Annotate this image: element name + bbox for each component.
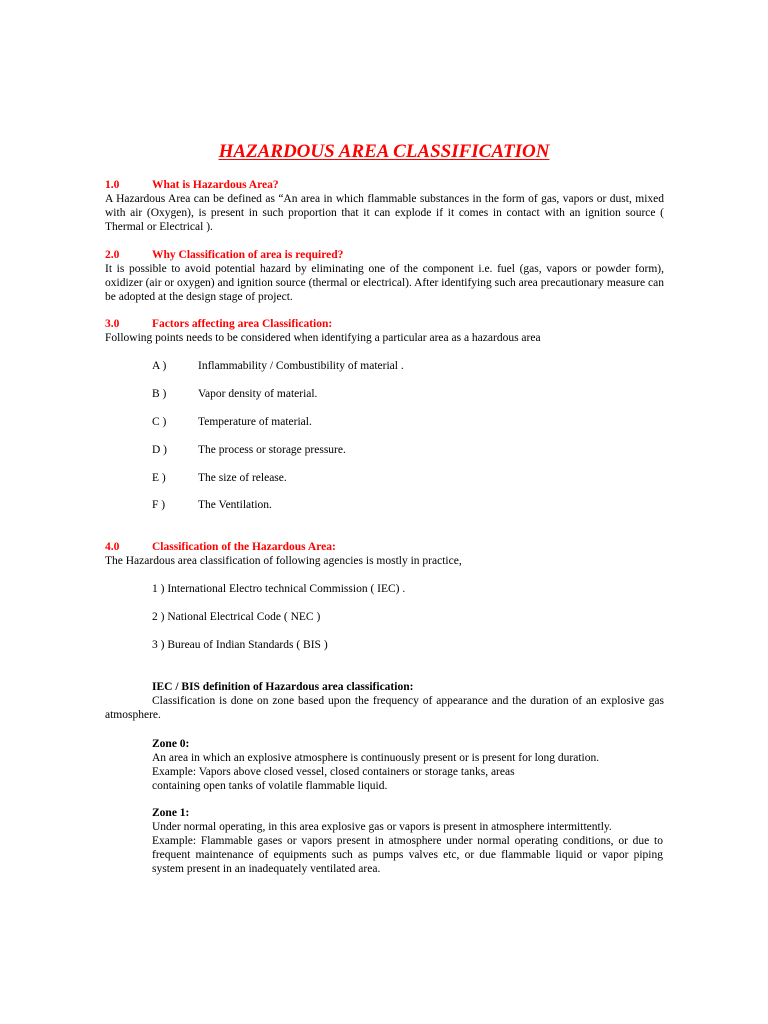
list-item-letter: A ) <box>152 360 167 372</box>
list-item-text: The Ventilation. <box>198 499 272 511</box>
section-title: Why Classification of area is required? <box>152 249 344 261</box>
list-item-letter: D ) <box>152 444 168 456</box>
section-2 <box>105 248 664 304</box>
section-4 <box>105 540 664 568</box>
agency-item: 1 ) International Electro technical Commission ( IEC) . <box>152 583 406 595</box>
zone-text-line: containing open tanks of volatile flammable liquid. <box>152 780 388 792</box>
agency-item: 2 ) National Electrical Code ( NEC ) <box>152 611 321 623</box>
subsection-paragraph: Classification is done on zone based upon the frequency of appearance and the duration of an explosive gas atmosphere. <box>105 695 664 721</box>
agency-item: 3 ) Bureau of Indian Standards ( BIS ) <box>152 639 328 651</box>
section-number: 3.0 <box>105 318 120 330</box>
list-item <box>152 471 287 485</box>
list-item <box>152 359 404 373</box>
zone-title: Zone 1: <box>152 807 190 819</box>
section-title: Classification of the Hazardous Area: <box>152 541 336 553</box>
list-item-letter: F ) <box>152 499 166 511</box>
section-number: 1.0 <box>105 179 120 191</box>
list-item <box>152 443 346 457</box>
zone-text-line: An area in which an explosive atmosphere is continuously present or is present for long duration. <box>152 752 600 764</box>
list-item <box>152 387 317 401</box>
zone-1-block <box>152 806 663 876</box>
section-paragraph: It is possible to avoid potential hazard by eliminating one of the component i.e. fuel (gas, vapors or powder form), oxidizer (air or oxygen) and ignition source (thermal or electrical). After identifying such area precautionary measure can be adopted at the design stage of project. <box>105 263 664 303</box>
section-heading <box>105 317 664 331</box>
section-heading <box>105 178 664 192</box>
list-item <box>152 498 272 512</box>
zone-paragraph: Example: Flammable gases or vapors present in atmosphere under normal operating conditions, or due to frequent maintenance of equipments such as pumps valves etc, or due flammable liquid or vapor piping system present in an inadequately ventilated area. <box>152 835 663 875</box>
list-item-text: Inflammability / Combustibility of material . <box>198 360 404 372</box>
section-number: 4.0 <box>105 541 120 553</box>
zone-paragraph: Under normal operating, in this area explosive gas or vapors is present in atmosphere intermittently. <box>152 821 612 833</box>
subsection-heading: IEC / BIS definition of Hazardous area classification: <box>152 681 414 693</box>
section-title: Factors affecting area Classification: <box>152 318 333 330</box>
section-paragraph: A Hazardous Area can be defined as “An area in which flammable substances in the form of gas, vapors or dust, mixed with air (Oxygen), is present in such proportion that it can explode if it comes in contact with an ignition source ( Thermal or Electrical ). <box>105 193 664 233</box>
list-item-text: Vapor density of material. <box>198 388 318 400</box>
section-number: 2.0 <box>105 249 120 261</box>
list-item-text: The size of release. <box>198 472 287 484</box>
list-item-letter: C ) <box>152 416 167 428</box>
zone-0-block <box>152 737 663 793</box>
section-1 <box>105 178 664 234</box>
zone-title: Zone 0: <box>152 738 190 750</box>
section-heading <box>105 540 664 554</box>
list-item <box>152 415 312 429</box>
section-paragraph: Following points needs to be considered when identifying a particular area as a hazardous area <box>105 332 541 344</box>
section-heading <box>105 248 664 262</box>
page-title: HAZARDOUS AREA CLASSIFICATION <box>218 141 550 162</box>
list-item-letter: B ) <box>152 388 167 400</box>
section-title: What is Hazardous Area? <box>152 179 279 191</box>
list-item-text: Temperature of material. <box>198 416 312 428</box>
list-item-letter: E ) <box>152 472 166 484</box>
list-item-text: The process or storage pressure. <box>198 444 346 456</box>
zone-text-line: Example: Vapors above closed vessel, closed containers or storage tanks, areas <box>152 766 515 778</box>
section-paragraph: The Hazardous area classification of following agencies is mostly in practice, <box>105 555 462 567</box>
section-3 <box>105 317 664 345</box>
